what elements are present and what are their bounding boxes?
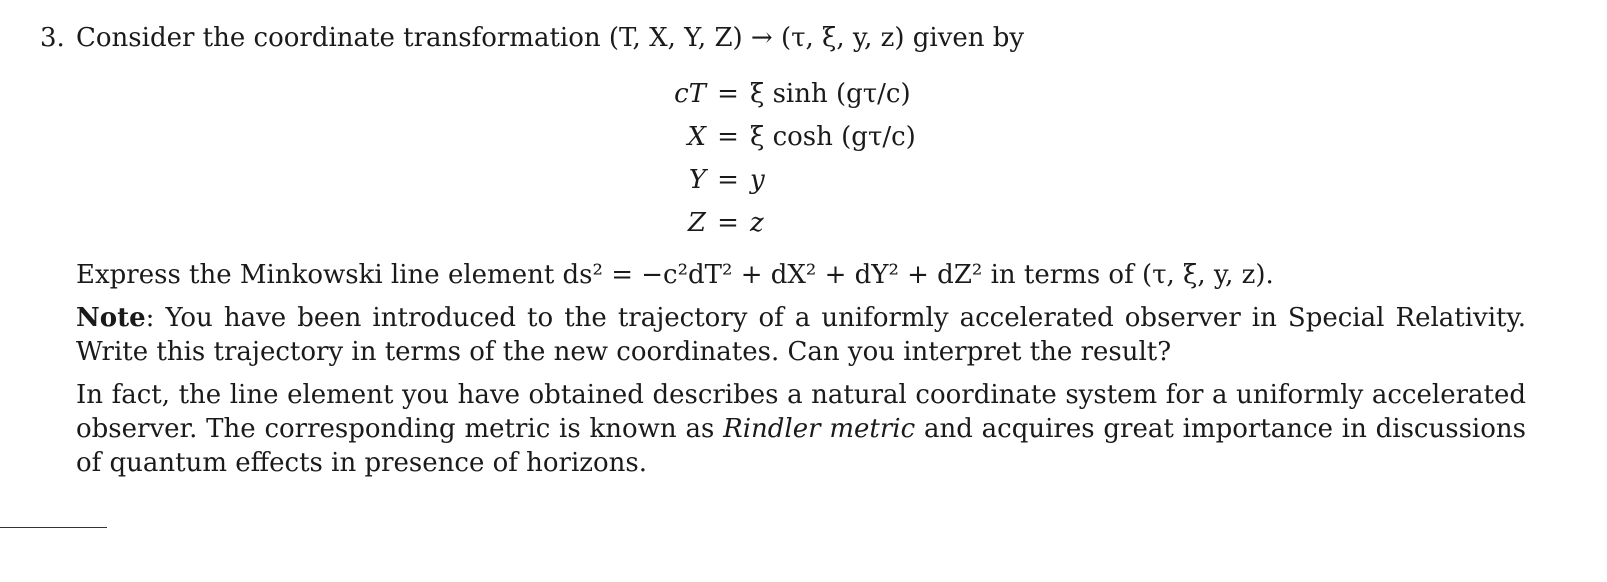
note-text: : You have been introduced to the trajectory of a uniformly accelerated observer in Special Relativity. Write this trajectory in terms of the new coordinates. Can you interpret the result? bbox=[76, 303, 1526, 367]
note-paragraph bbox=[76, 301, 1526, 369]
fact-text-after: and acquires great importance in discussions of quantum effects in presence of horizons. bbox=[76, 414, 1526, 478]
equals-sign: = bbox=[717, 164, 739, 195]
equation-rhs: z bbox=[750, 207, 764, 238]
fact-paragraph bbox=[76, 378, 1526, 480]
express-paragraph: Express the Minkowski line element ds² = −c²dT² + dX² + dY² + dZ² in terms of (τ, ξ, y, z). bbox=[76, 260, 1274, 290]
equation-row bbox=[640, 158, 916, 201]
equation-row bbox=[640, 201, 916, 244]
note-label: Note bbox=[76, 303, 146, 333]
equation-lhs: Y bbox=[688, 164, 706, 195]
fact-text-before: In fact, the line element you have obtained describes a natural coordinate system for a uniformly accelerated observer. The corresponding metric is known as bbox=[76, 380, 1526, 444]
footnote-rule bbox=[0, 527, 107, 528]
equation-rhs: ξ sinh (gτ/c) bbox=[750, 78, 911, 109]
equation-lhs: Z bbox=[687, 207, 706, 238]
equals-sign: = bbox=[717, 121, 739, 152]
problem-intro-line bbox=[40, 18, 1565, 58]
equals-sign: = bbox=[717, 78, 739, 109]
problem-statement bbox=[40, 18, 1565, 58]
equation-rhs: y bbox=[750, 164, 765, 195]
problem-body bbox=[76, 258, 1526, 489]
transformation-equations bbox=[640, 72, 916, 244]
equals-sign: = bbox=[717, 207, 739, 238]
problem-intro: Consider the coordinate transformation (T, X, Y, Z) → (τ, ξ, y, z) given by bbox=[76, 23, 1025, 53]
rindler-metric-emphasis: Rindler metric bbox=[723, 414, 916, 444]
equation-row bbox=[640, 115, 916, 158]
equation-rhs: ξ cosh (gτ/c) bbox=[750, 121, 916, 152]
problem-number: 3. bbox=[40, 23, 65, 53]
equation-lhs: cT bbox=[674, 78, 706, 109]
equation-row bbox=[640, 72, 916, 115]
equation-lhs: X bbox=[687, 121, 706, 152]
